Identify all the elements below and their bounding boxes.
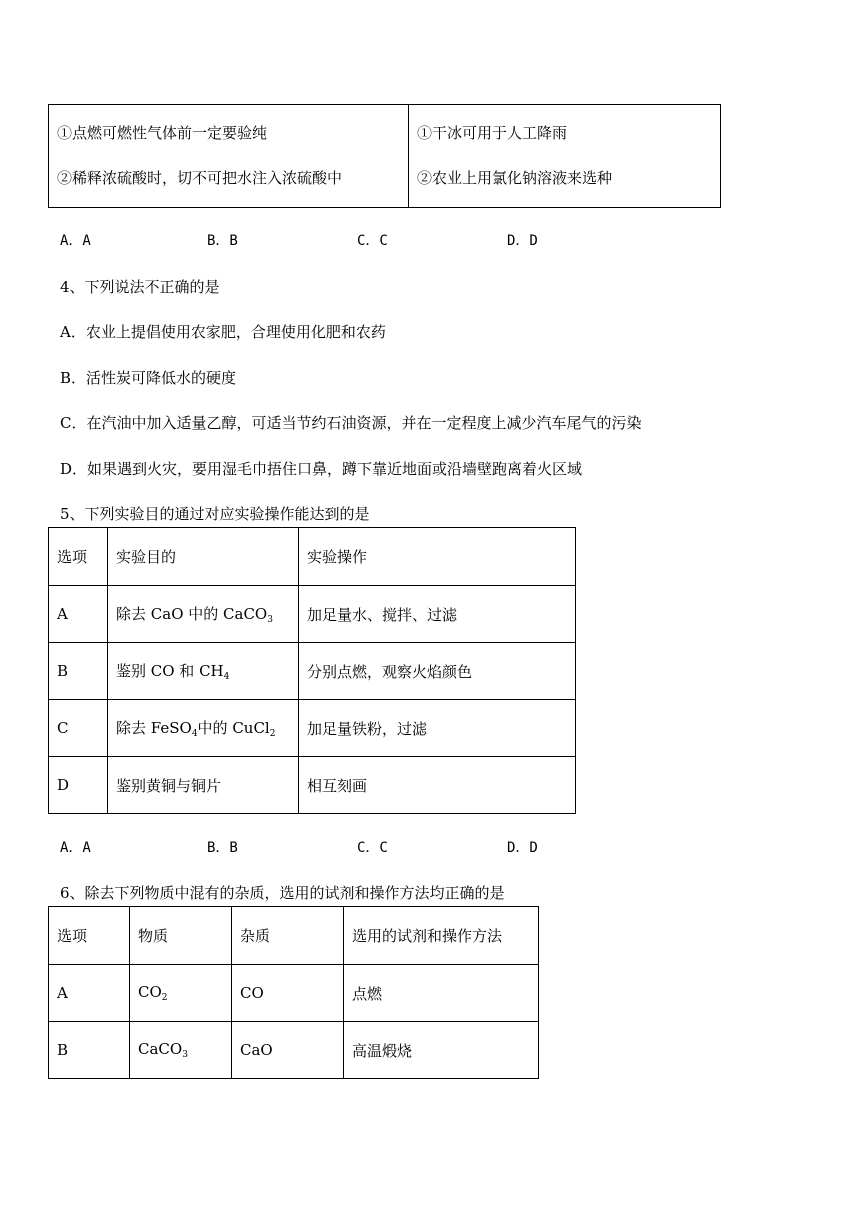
q4-stem: 4、下列说法不正确的是 xyxy=(60,278,220,296)
q5-row-c-goal: 除去 FeSO$_4$中的 CuCl$_2$ xyxy=(108,700,299,757)
q5-stem: 5、下列实验目的通过对应实验操作能达到的是 xyxy=(60,505,370,523)
q5-option-d[interactable]: D．D xyxy=(507,840,538,856)
q6-row-a-impurity: CO xyxy=(232,965,344,1022)
q6-row-b-substance: CaCO$_3$ xyxy=(130,1022,232,1079)
q5-row-b-operation: 分别点燃，观察火焰颜色 xyxy=(299,643,576,700)
q3-left-line-2: ②稀释浓硫酸时，切不可把水注入浓硫酸中 xyxy=(57,169,343,187)
q3-option-d[interactable]: D．D xyxy=(507,233,538,249)
q3-right-cell xyxy=(409,105,721,208)
q5-option-b[interactable]: B．B xyxy=(207,840,238,856)
q5-option-c[interactable]: C．C xyxy=(357,840,388,856)
q5-header-option: 选项 xyxy=(49,528,108,586)
q5-header-operation: 实验操作 xyxy=(299,528,576,586)
q6-header-option: 选项 xyxy=(49,907,130,965)
q6-header-substance: 物质 xyxy=(130,907,232,965)
q5-row-c-operation: 加足量铁粉，过滤 xyxy=(299,700,576,757)
q3-left-cell xyxy=(49,105,409,208)
q6-header-impurity: 杂质 xyxy=(232,907,344,965)
q5-row-a-operation: 加足量水、搅拌、过滤 xyxy=(299,586,576,643)
q4-option-d[interactable]: D．如果遇到火灾，要用湿毛巾捂住口鼻，蹲下靠近地面或沿墙壁跑离着火区域 xyxy=(60,460,583,478)
q5-option-a[interactable]: A．A xyxy=(60,840,91,856)
q4-option-b[interactable]: B．活性炭可降低水的硬度 xyxy=(60,369,237,387)
q6-row-b-impurity: CaO xyxy=(232,1022,344,1079)
q5-row-d-goal: 鉴别黄铜与铜片 xyxy=(108,757,299,814)
q6-row-a-option: A xyxy=(49,965,130,1022)
q4-option-a[interactable]: A．农业上提倡使用农家肥，合理使用化肥和农药 xyxy=(60,323,386,341)
q6-header-method: 选用的试剂和操作方法 xyxy=(344,907,539,965)
q3-option-c[interactable]: C．C xyxy=(357,233,388,249)
q3-left-line-1: ①点燃可燃性气体前一定要验纯 xyxy=(57,124,268,142)
q6-stem: 6、除去下列物质中混有的杂质，选用的试剂和操作方法均正确的是 xyxy=(60,884,505,902)
q6-row-a-method: 点燃 xyxy=(344,965,539,1022)
q5-row-a-goal: 除去 CaO 中的 CaCO$_3$ xyxy=(108,586,299,643)
q5-row-b-goal: 鉴别 CO 和 $CH_4$ xyxy=(108,643,299,700)
q5-row-a-option: A xyxy=(49,586,108,643)
q3-option-b[interactable]: B．B xyxy=(207,233,238,249)
q3-right-line-2: ②农业上用氯化钠溶液来选种 xyxy=(417,169,613,187)
q5-row-d-operation: 相互刻画 xyxy=(299,757,576,814)
q3-right-line-1: ①干冰可用于人工降雨 xyxy=(417,124,568,142)
q4-option-c[interactable]: C．在汽油中加入适量乙醇，可适当节约石油资源，并在一定程度上减少汽车尾气的污染 xyxy=(60,414,642,432)
q5-table xyxy=(48,527,576,814)
q5-row-d-option: D xyxy=(49,757,108,814)
q6-row-a-substance: $CO_2$ xyxy=(130,965,232,1022)
q6-row-b-method: 高温煅烧 xyxy=(344,1022,539,1079)
q5-row-b-option: B xyxy=(49,643,108,700)
q6-table xyxy=(48,906,539,1079)
q3-option-a[interactable]: A．A xyxy=(60,233,91,249)
q5-header-goal: 实验目的 xyxy=(108,528,299,586)
q3-table xyxy=(48,104,721,208)
q6-row-b-option: B xyxy=(49,1022,130,1079)
q5-row-c-option: C xyxy=(49,700,108,757)
